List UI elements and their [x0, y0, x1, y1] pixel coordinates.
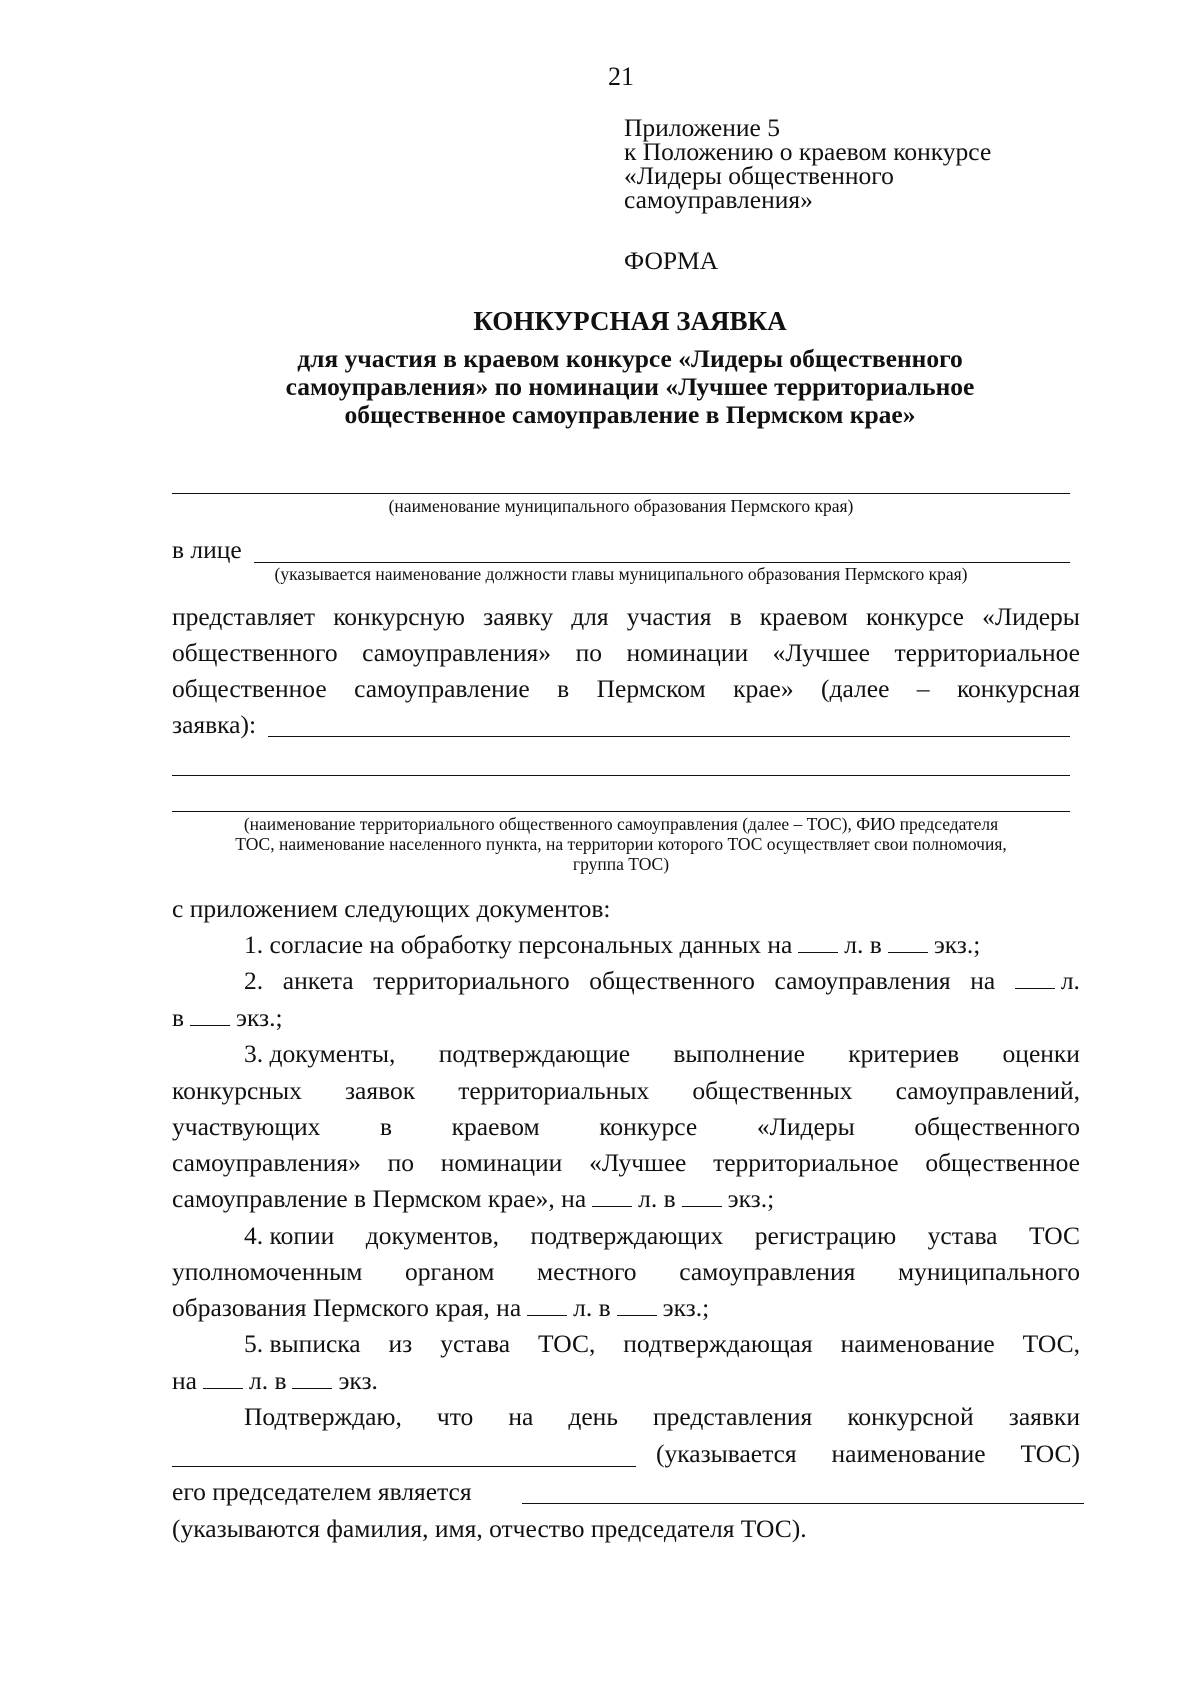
word: документов,	[365, 1221, 500, 1250]
word: общественного	[589, 966, 755, 995]
word: территориальных	[458, 1076, 650, 1105]
tos-field-line-2[interactable]	[172, 775, 1070, 776]
word: для	[571, 602, 609, 631]
tos-caption-line: группа ТОС)	[572, 854, 670, 874]
word: представляет	[172, 602, 316, 631]
word: подтверждающих	[530, 1221, 724, 1250]
item-2-line-1	[244, 966, 1080, 996]
word: –	[916, 674, 930, 703]
word: территориальное	[894, 638, 1080, 667]
item-4-line-2	[172, 1257, 1080, 1287]
appendix-line: самоуправления»	[624, 185, 813, 214]
page-number: 21	[608, 62, 634, 91]
sheets-blank[interactable]	[203, 1368, 243, 1389]
copies-blank[interactable]	[617, 1295, 657, 1316]
tos-name-field-line[interactable]	[172, 1466, 636, 1467]
item-3-line-2	[172, 1076, 1080, 1106]
item-4-text: образования Пермского края, на	[172, 1293, 522, 1322]
item-1-text: 1. согласие на обработку персональных данных на	[244, 930, 793, 959]
word: заявок	[344, 1076, 416, 1105]
word: крае»	[733, 674, 794, 703]
word: подтверждающая	[623, 1329, 813, 1358]
word: анкета	[282, 966, 354, 995]
word: «Лучшее	[589, 1148, 687, 1177]
word: «Лучшее	[772, 638, 870, 667]
tos-caption-line: ТОС, наименование населенного пункта, на территории которого ТОС осуществляет свои полномочия,	[235, 834, 1007, 854]
subtitle-line: для участия в краевом конкурсе «Лидеры общественного	[297, 344, 963, 373]
word: номинации	[626, 638, 749, 667]
word: конкурсной	[847, 1402, 974, 1431]
municipality-caption: (наименование муниципального образования Пермского края)	[388, 496, 854, 516]
sheets-blank[interactable]	[1015, 968, 1055, 989]
item-5-prefix: на	[172, 1366, 197, 1395]
word: конкурсе	[865, 602, 964, 631]
word: по	[387, 1148, 414, 1177]
document-subtitle	[0, 345, 1200, 429]
word: ТОС)	[1020, 1439, 1080, 1468]
item-2-sheets-group	[1015, 966, 1080, 996]
item-2-prefix: в	[172, 1003, 185, 1032]
tos-field-line-1[interactable]	[268, 736, 1070, 737]
word: участвующих	[172, 1112, 321, 1141]
word: 5. выписка	[244, 1329, 361, 1358]
item-3-text: самоуправление в Пермском крае», на	[172, 1184, 587, 1213]
word: в	[557, 674, 570, 703]
item-4-line-3	[172, 1293, 709, 1323]
word: 4. копии	[244, 1221, 335, 1250]
word: подтверждающие	[438, 1039, 631, 1068]
word: критериев	[848, 1039, 960, 1068]
item-3-line-4	[172, 1148, 1080, 1178]
word: заявку	[483, 602, 554, 631]
word: устава	[440, 1329, 511, 1358]
item-5-line-2	[172, 1366, 378, 1396]
represented-by-field-line[interactable]	[254, 562, 1070, 563]
word: самоуправления»	[362, 638, 552, 667]
word: органом	[405, 1257, 495, 1286]
item-5-copies-label: экз.	[338, 1366, 378, 1395]
word: (далее	[821, 674, 890, 703]
word: конкурсе	[599, 1112, 698, 1141]
word: 3. документы,	[244, 1039, 396, 1068]
sheets-blank[interactable]	[592, 1186, 632, 1207]
word: краевом	[451, 1112, 540, 1141]
word: заявки	[1008, 1402, 1080, 1431]
item-4-sheets-label: л. в	[573, 1293, 611, 1322]
item-1-copies-label: экз.;	[933, 930, 981, 959]
word: самоуправления	[774, 966, 951, 995]
subtitle-line: самоуправления» по номинации «Лучшее территориальное	[285, 372, 975, 401]
item-1-sheets-label: л. в	[844, 930, 882, 959]
item-3-line-1	[244, 1039, 1080, 1069]
tos-field-line-3[interactable]	[172, 811, 1070, 812]
word: регистрацию	[754, 1221, 897, 1250]
intro-line-4: заявка):	[172, 710, 257, 739]
intro-line-1	[172, 602, 1080, 632]
confirm-line-4: (указываются фамилия, имя, отчество председателя ТОС).	[172, 1514, 807, 1543]
copies-blank[interactable]	[190, 1005, 230, 1026]
word: конкурсную	[333, 602, 465, 631]
municipality-field-line[interactable]	[172, 493, 1070, 494]
word: общественное	[925, 1148, 1080, 1177]
sheets-blank[interactable]	[798, 932, 838, 953]
word: самоуправление	[354, 674, 530, 703]
sheets-blank[interactable]	[527, 1295, 567, 1316]
word: уполномоченным	[172, 1257, 363, 1286]
word: общественного	[914, 1112, 1080, 1141]
item-3-line-3	[172, 1112, 1080, 1142]
word: оценки	[1002, 1039, 1080, 1068]
appendix-header	[624, 113, 992, 214]
word: на	[508, 1402, 534, 1431]
tos-caption	[172, 814, 1070, 874]
word: на	[970, 966, 996, 995]
item-3-sheets-label: л. в	[638, 1184, 676, 1213]
word: из	[388, 1329, 413, 1358]
word: общественного	[172, 638, 338, 667]
confirm-line-1	[244, 1402, 1080, 1432]
word: ТОС	[1029, 1221, 1080, 1250]
word: наименование	[840, 1329, 995, 1358]
item-3-copies-label: экз.;	[727, 1184, 775, 1213]
word: представления	[653, 1402, 813, 1431]
item-2-line-2	[172, 1003, 283, 1033]
document-title: КОНКУРСНАЯ ЗАЯВКА	[473, 306, 787, 336]
item-4-copies-label: экз.;	[662, 1293, 710, 1322]
word: самоуправления»	[172, 1148, 361, 1177]
item-4-line-1	[244, 1221, 1080, 1251]
word: «Лидеры	[982, 602, 1080, 631]
item-1	[244, 930, 980, 960]
word: ТОС,	[537, 1329, 596, 1358]
word: «Лидеры	[756, 1112, 855, 1141]
word: в	[729, 602, 742, 631]
word: что	[436, 1402, 474, 1431]
word: конкурсных	[172, 1076, 302, 1105]
word: Пермском	[596, 674, 706, 703]
word: территориальное	[713, 1148, 899, 1177]
item-5-line-1	[244, 1329, 1080, 1359]
copies-blank[interactable]	[292, 1368, 332, 1389]
appendix-line: Приложение 5	[624, 113, 780, 142]
word: устава	[927, 1221, 998, 1250]
copies-blank[interactable]	[682, 1186, 722, 1207]
confirm-line-3: его председателем является	[172, 1477, 472, 1506]
item-3-line-5	[172, 1184, 774, 1214]
word: самоуправления	[679, 1257, 856, 1286]
represented-by-label: в лице	[172, 535, 242, 564]
word: местного	[537, 1257, 637, 1286]
item-2-sheets-label: л.	[1060, 966, 1080, 995]
word: муниципального	[897, 1257, 1080, 1286]
word: краевом	[759, 602, 848, 631]
item-2-copies-label: экз.;	[236, 1003, 283, 1032]
intro-line-3	[172, 674, 1080, 704]
word: наименование	[831, 1439, 986, 1468]
subtitle-line: общественное самоуправление в Пермском крае»	[344, 400, 916, 429]
word: выполнение	[673, 1039, 805, 1068]
chairman-field-line[interactable]	[522, 1503, 1084, 1504]
form-label: ФОРМА	[624, 246, 719, 275]
word: участия	[626, 602, 712, 631]
word: 2.	[244, 966, 264, 995]
item-5-sheets-label: л. в	[248, 1366, 287, 1395]
word: общественных	[692, 1076, 853, 1105]
word: Подтверждаю,	[244, 1402, 402, 1431]
word: по	[575, 638, 602, 667]
word: общественное	[172, 674, 327, 703]
word: самоуправлений,	[895, 1076, 1080, 1105]
intro-line-2	[172, 638, 1080, 668]
attachments-intro: с приложением следующих документов:	[172, 894, 611, 923]
word: в	[379, 1112, 393, 1141]
tos-caption-line: (наименование территориального общественного самоуправления (далее – ТОС), ФИО председателя	[243, 814, 999, 834]
appendix-line: к Положению о краевом конкурсе	[624, 137, 992, 166]
confirm-line-2	[656, 1439, 1080, 1469]
word: номинации	[440, 1148, 563, 1177]
word: территориального	[373, 966, 570, 995]
represented-by-caption: (указывается наименование должности главы муниципального образования Пермского края)	[274, 564, 968, 584]
word: (указывается	[656, 1439, 797, 1468]
word: день	[568, 1402, 618, 1431]
copies-blank[interactable]	[888, 932, 928, 953]
word: конкурсная	[956, 674, 1080, 703]
appendix-line: «Лидеры общественного	[624, 161, 894, 190]
word: ТОС,	[1022, 1329, 1080, 1358]
